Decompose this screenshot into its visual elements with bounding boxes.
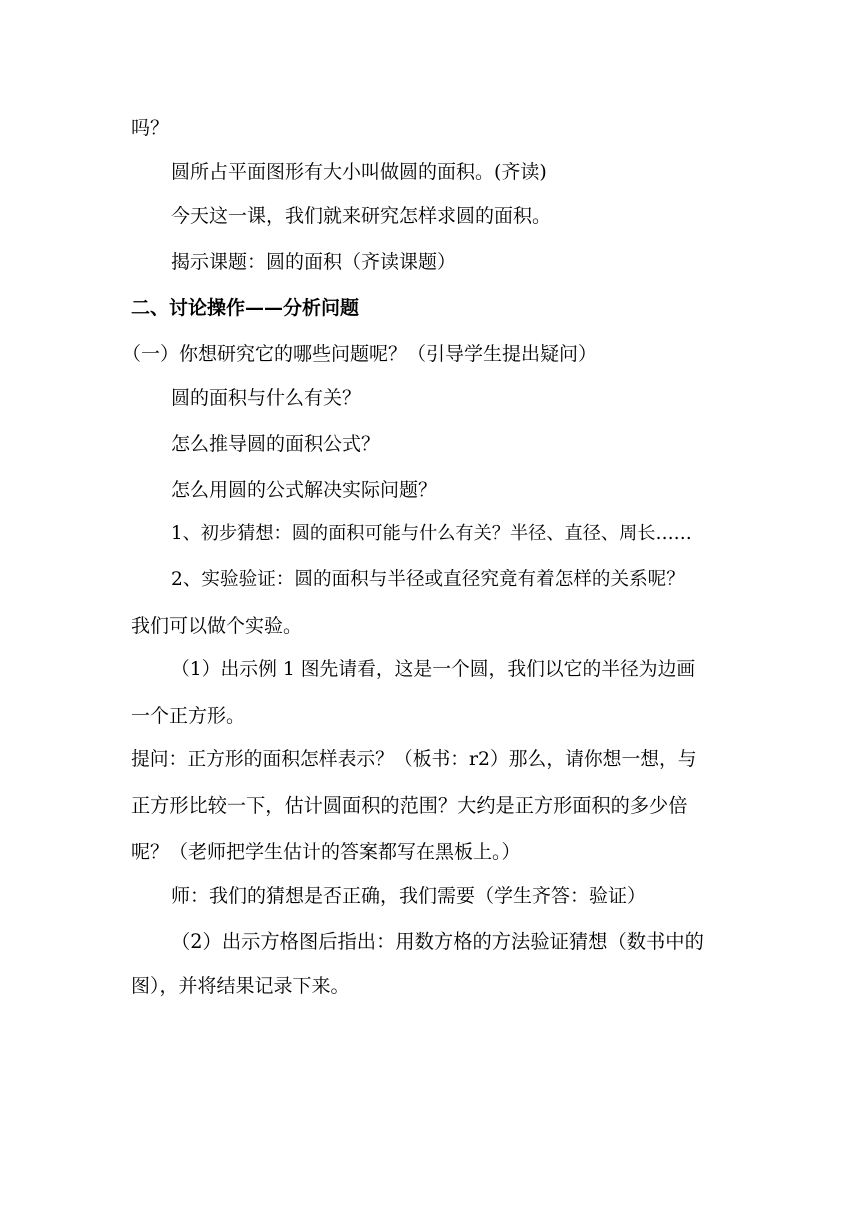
text-line-continuation: 吗？ — [131, 117, 170, 139]
question-item-3: 怎么用圆的公式解决实际问题？ — [171, 479, 438, 501]
text-line-intro: 今天这一课，我们就来研究怎样求圆的面积。 — [171, 205, 552, 227]
section-heading: 二、讨论操作——分析问题 — [131, 297, 360, 319]
text-line-definition: 圆所占平面图形有大小叫做圆的面积。(齐读) — [171, 161, 547, 183]
question-item-2: 怎么推导圆的面积公式？ — [171, 433, 381, 455]
subsection-heading: （一）你想研究它的哪些问题呢？（引导学生提出疑问） — [122, 343, 598, 365]
sub-step-1-cont: 一个正方形。 — [131, 705, 246, 727]
question-prompt-cont-1: 正方形比较一下，估计圆面积的范围？大约是正方形面积的多少倍 — [131, 794, 688, 817]
question-prompt-cont-2: 呢？（老师把学生估计的答案都写在黑板上。） — [131, 841, 521, 863]
step-experiment: 2、实验验证：圆的面积与半径或直径究竟有着怎样的关系呢？ — [171, 569, 685, 590]
teacher-line: 师：我们的猜想是否正确，我们需要（学生齐答：验证） — [171, 885, 647, 907]
sub-step-1: （1）出示例 1 图先请看，这是一个圆，我们以它的半径为边画 — [171, 659, 696, 680]
sub-step-2-cont: 图），并将结果记录下来。 — [131, 975, 350, 997]
text-line-topic: 揭示课题：圆的面积（齐读课题） — [171, 251, 457, 273]
question-prompt: 提问：正方形的面积怎样表示？（板书：r2）那么，请你想一想，与 — [131, 749, 697, 770]
step-experiment-cont: 我们可以做个实验。 — [131, 615, 303, 637]
question-item-1: 圆的面积与什么有关？ — [171, 387, 362, 409]
step-guess: 1、初步猜想：圆的面积可能与什么有关？半径、直径、周长…… — [171, 523, 692, 544]
sub-step-2: （2）出示方格图后指出：用数方格的方法验证猜想（数书中的 — [171, 930, 704, 953]
